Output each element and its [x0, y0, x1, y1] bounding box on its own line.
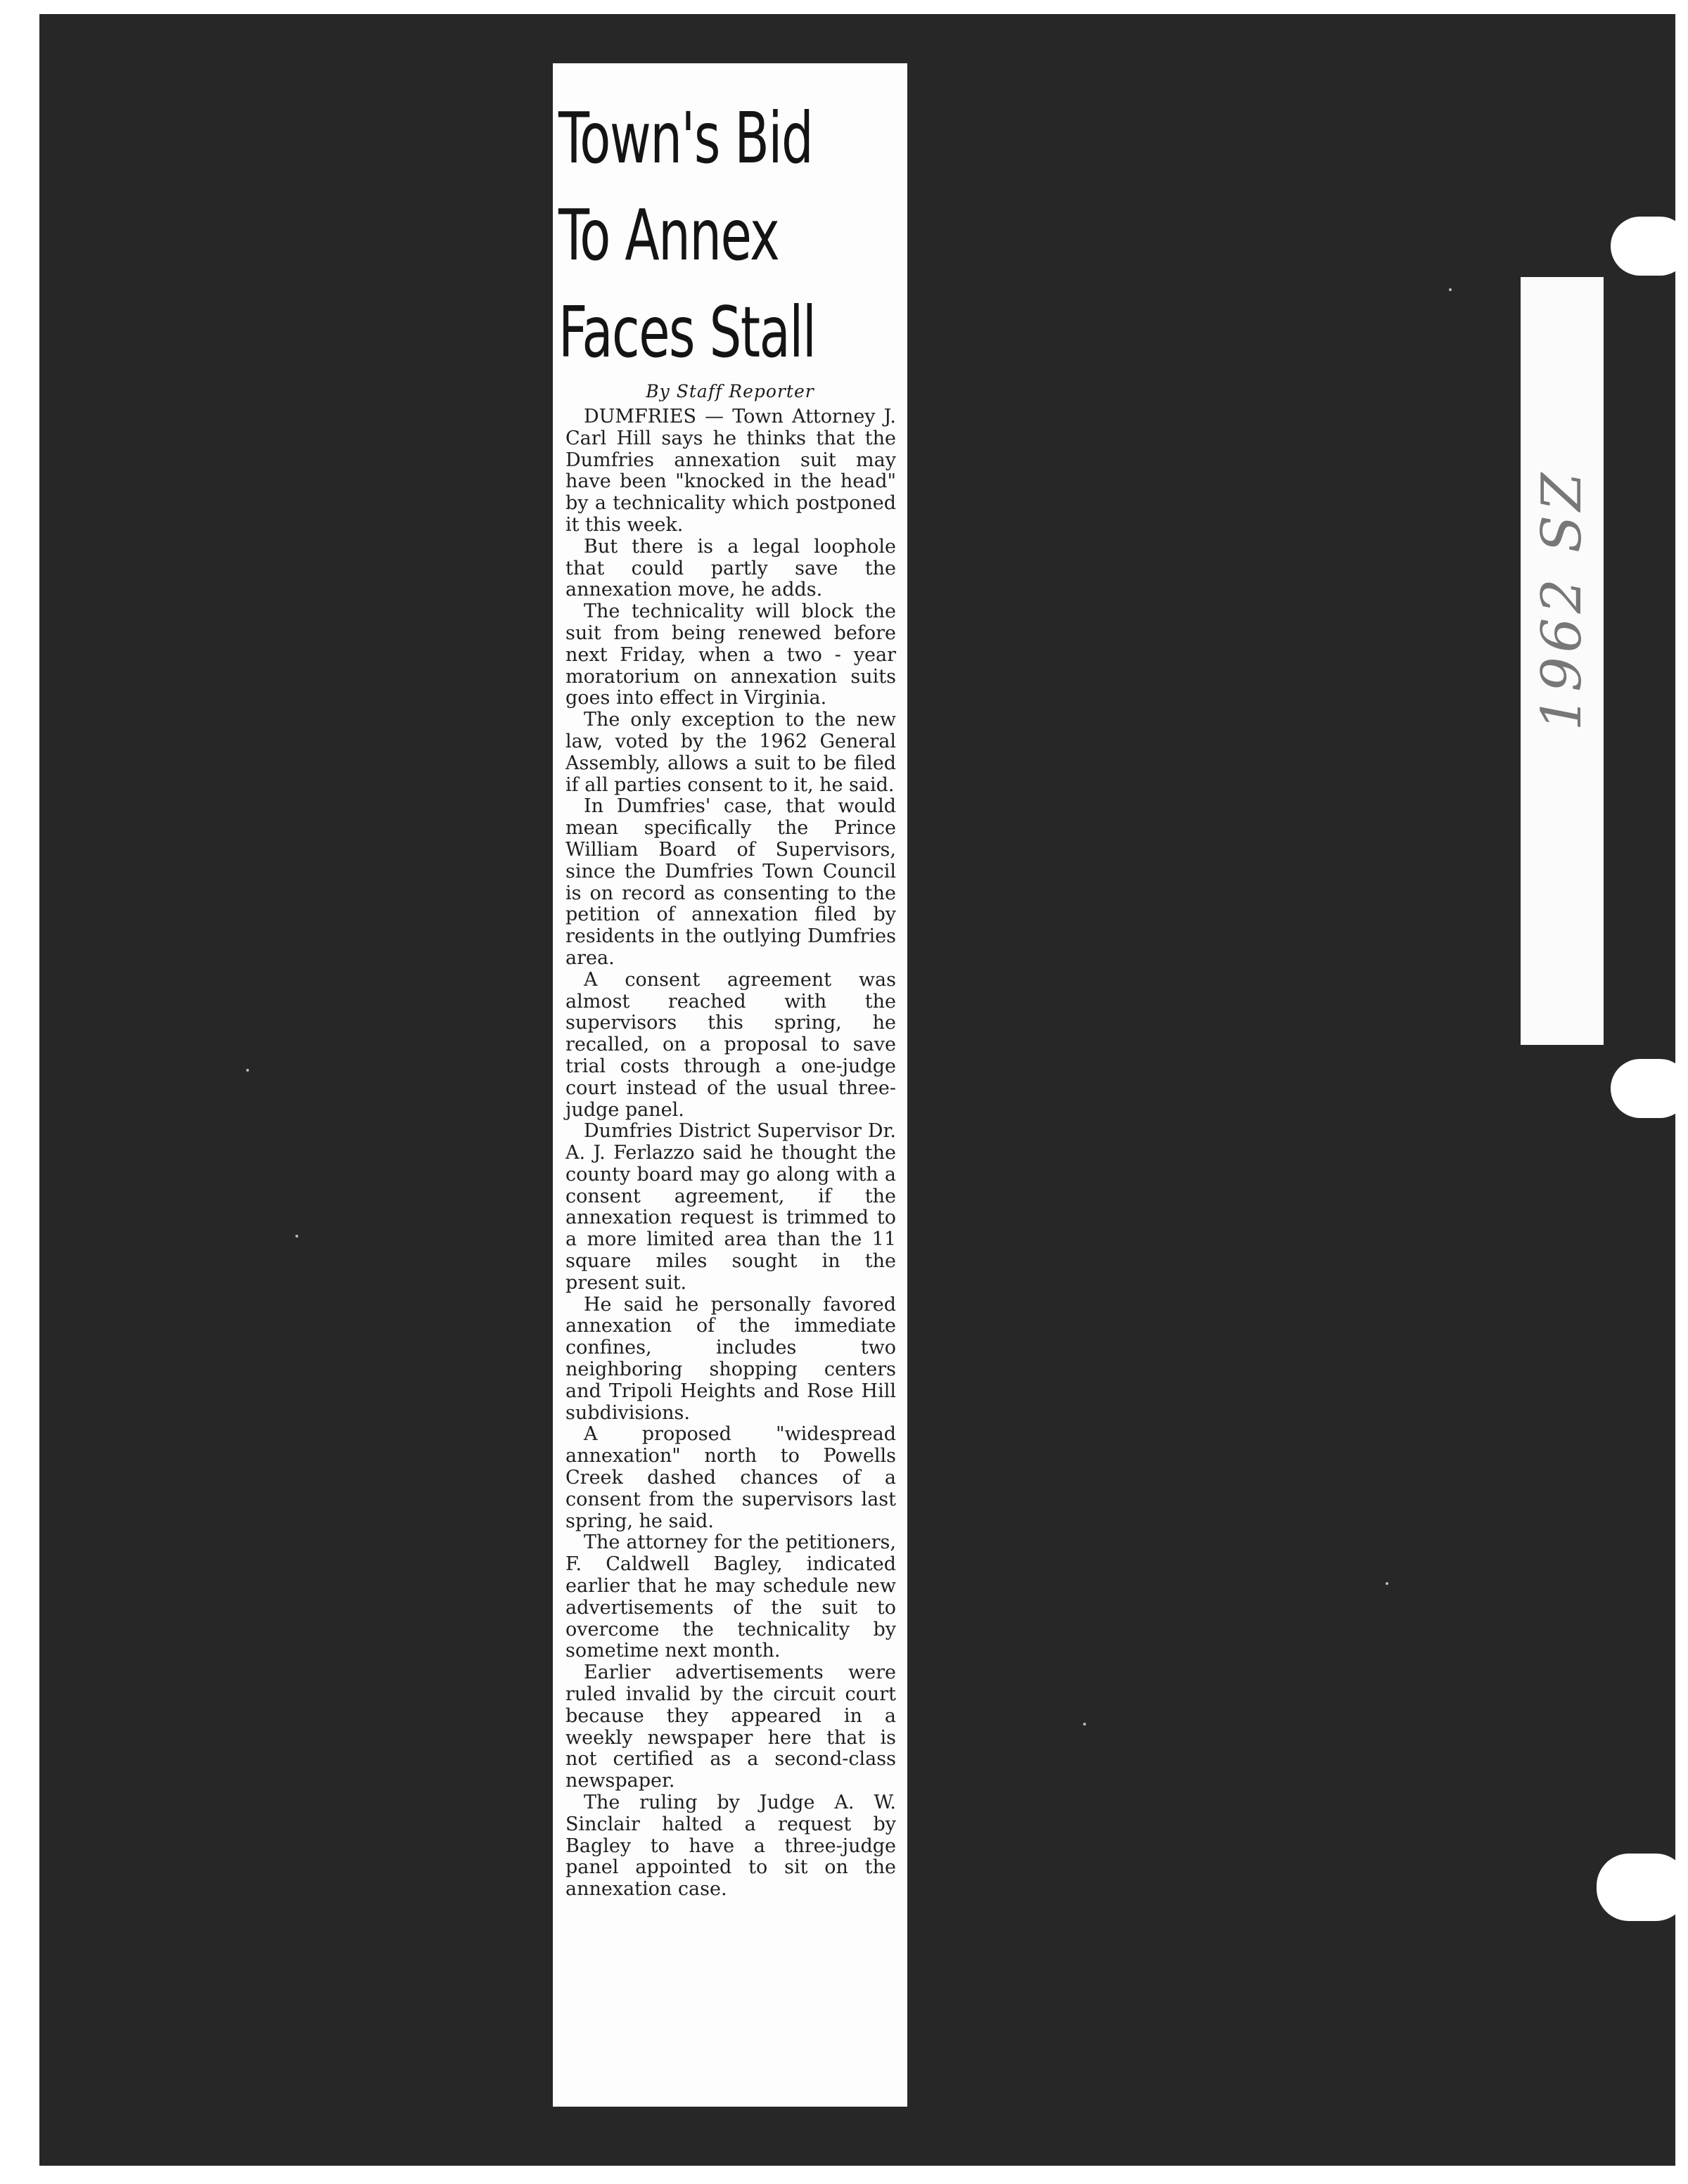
- dust-speck: [246, 1069, 249, 1072]
- binder-hole-middle: [1611, 1059, 1688, 1118]
- headline-line: To Annex: [558, 194, 779, 276]
- article-paragraph: He said he personally favored annexation of the immediate confines, includes two neighboring shopping centers and Tripoli Heights and Rose Hill subdivisions.: [565, 1293, 896, 1424]
- article-body: [565, 406, 896, 1901]
- article-paragraph: The only exception to the new law, voted by the 1962 General Assembly, allows a suit to be filed if all parties consent to it, he said.: [565, 709, 896, 796]
- newspaper-clipping: [553, 63, 907, 2107]
- byline: By Staff Reporter: [646, 381, 814, 402]
- binder-hole-top: [1611, 217, 1688, 276]
- dust-speck: [295, 1235, 298, 1238]
- dust-speck: [1083, 1723, 1086, 1726]
- handwritten-date: 1962 SZ: [1530, 468, 1594, 731]
- article-paragraph: DUMFRIES — Town Attorney J. Carl Hill says he thinks that the Dumfries annexation suit may have been "knocked in the head" by a technicality which postponed it this week.: [565, 406, 896, 536]
- headline-line: Town's Bid: [558, 97, 813, 179]
- article-paragraph: The attorney for the petitioners, F. Caldwell Bagley, indicated earlier that he may schedule new advertisements of the suit to overcome the technicality by sometime next month.: [565, 1531, 896, 1662]
- dust-speck: [1386, 1582, 1388, 1585]
- article-paragraph: In Dumfries' case, that would mean specifically the Prince William Board of Supervisors, since the Dumfries Town Council is on record as consenting to the petition of annexation filed by residents in the outlying Dumfries area.: [565, 795, 896, 969]
- article-paragraph: The ruling by Judge A. W. Sinclair halted a request by Bagley to have a three-judge panel appointed to sit on the annexation case.: [565, 1792, 896, 1901]
- article-paragraph: Dumfries District Supervisor Dr. A. J. Ferlazzo said he thought the county board may go along with a consent agreement, if the annexation request is trimmed to a more limited area than the 11 square miles sought in the present suit.: [565, 1120, 896, 1294]
- headline-line: Faces Stall: [558, 291, 816, 373]
- article-paragraph: Earlier advertisements were ruled invalid by the circuit court because they appeared in a weekly newspaper here that is not certified as a second-class newspaper.: [565, 1662, 896, 1792]
- binder-hole-bottom: [1597, 1854, 1688, 1921]
- article-paragraph: But there is a legal loophole that could partly save the annexation move, he adds.: [565, 535, 896, 601]
- article-paragraph: A proposed "widespread annexation" north to Powells Creek dashed chances of a consent from the supervisors last spring, he said.: [565, 1423, 896, 1532]
- date-label-strip: [1521, 277, 1604, 1045]
- dust-speck: [1449, 288, 1452, 291]
- article-paragraph: The technicality will block the suit from being renewed before next Friday, when a two - year moratorium on annexation suits goes into effect in Virginia.: [565, 600, 896, 709]
- headline: [558, 90, 903, 381]
- article-paragraph: A consent agreement was almost reached with the supervisors this spring, he recalled, on a proposal to save trial costs through a one-judge court instead of the usual three-judge panel.: [565, 968, 896, 1121]
